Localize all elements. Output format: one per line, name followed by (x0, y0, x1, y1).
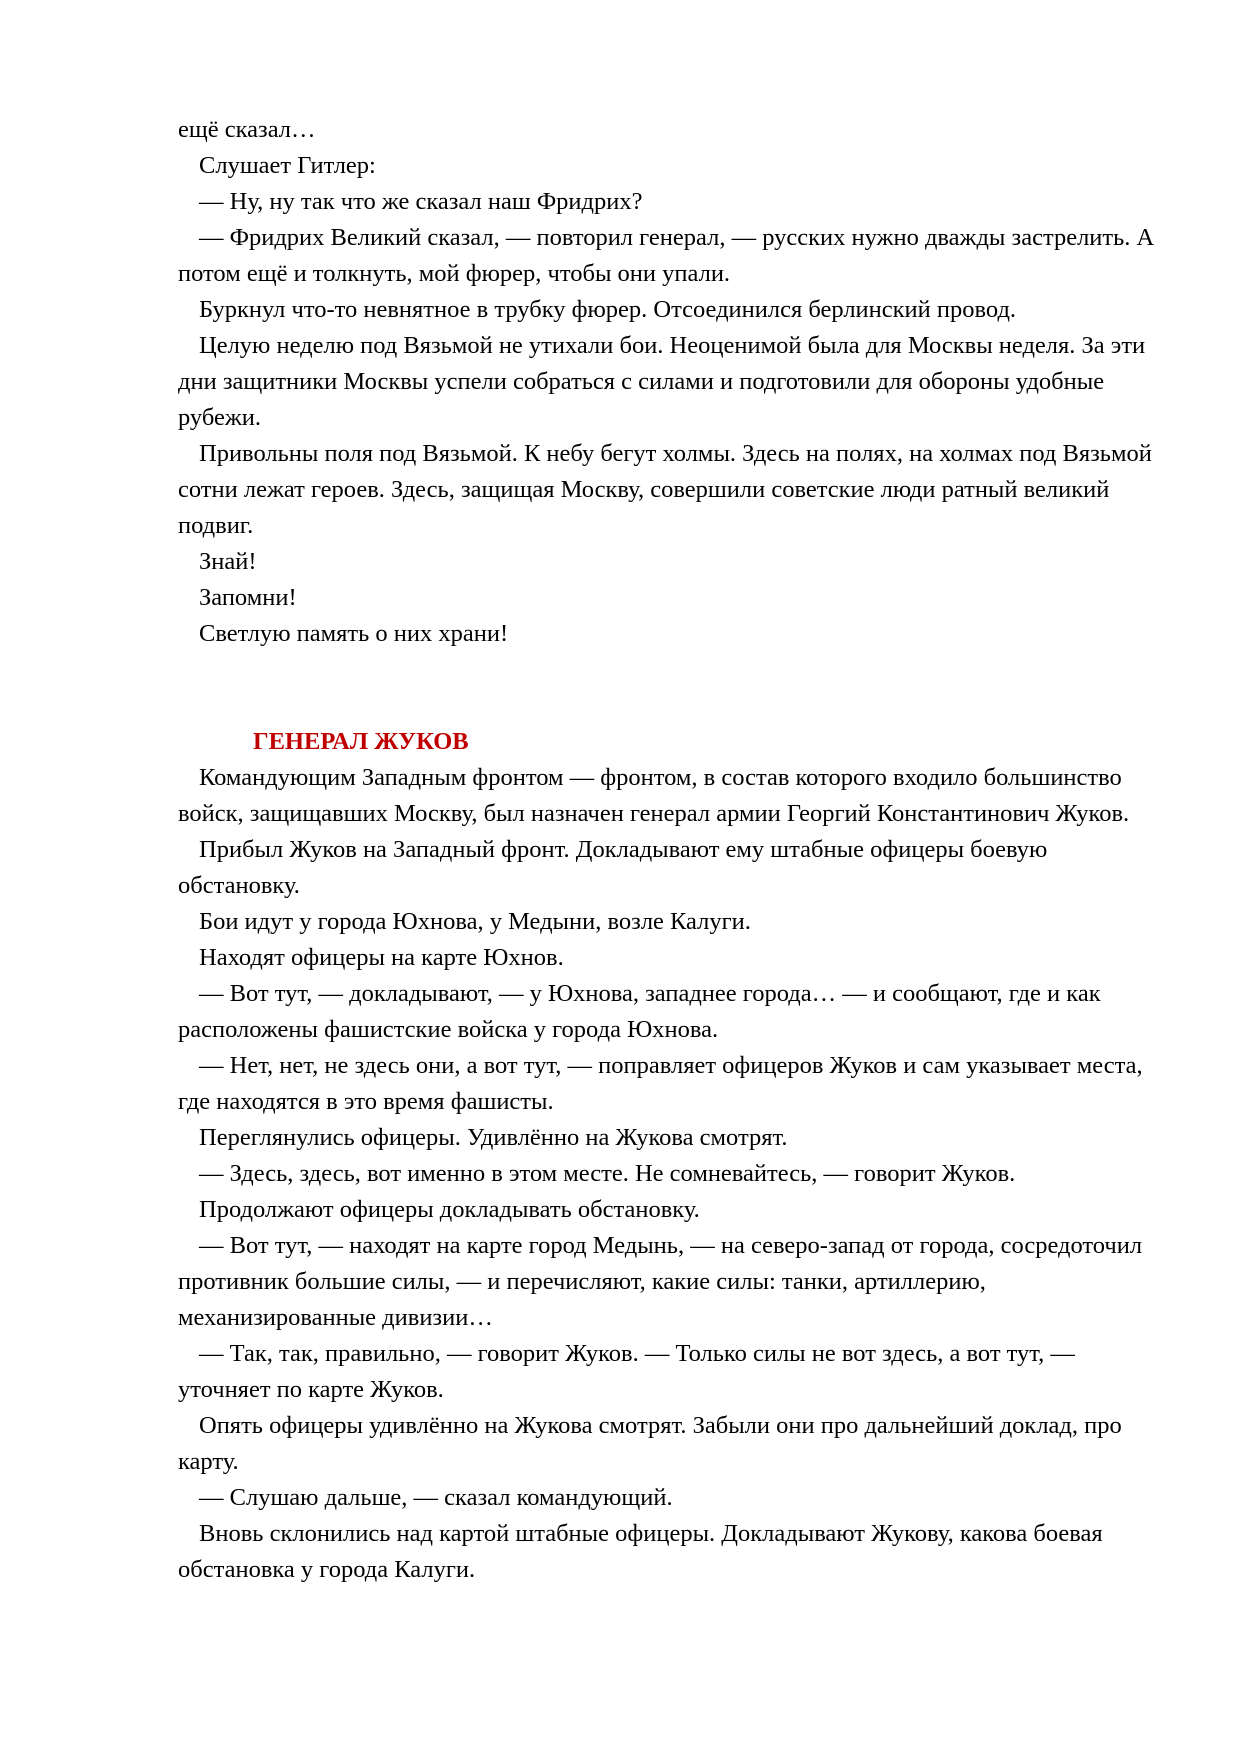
paragraph: — Слушаю дальше, — сказал командующий. (199, 1484, 673, 1511)
paragraph: Командующим Западным фронтом — фронтом, в состав которого входило большинство войск, защищавших Москву, был назначен генерал армии Георгий Константинович Жуков. (178, 764, 1130, 827)
paragraph: Знай! (199, 548, 257, 575)
paragraph: Находят офицеры на карте Юхнов. (199, 944, 564, 971)
paragraph: Опять офицеры удивлённо на Жукова смотрят. Забыли они про дальнейший доклад, про карту. (178, 1412, 1122, 1475)
paragraph: Слушает Гитлер: (199, 152, 376, 179)
paragraph: — Ну, ну так что же сказал наш Фридрих? (199, 188, 643, 215)
paragraph: Прибыл Жуков на Западный фронт. Докладывают ему штабные офицеры боевую обстановку. (178, 836, 1048, 899)
paragraph: — Так, так, правильно, — говорит Жуков. — Только силы не вот здесь, а вот тут, — уточняет по карте Жуков. (178, 1340, 1075, 1403)
paragraph: Светлую память о них храни! (199, 620, 509, 647)
paragraph: — Здесь, здесь, вот именно в этом месте. Не сомневайтесь, — говорит Жуков. (199, 1160, 1016, 1187)
page-content (178, 112, 1158, 1588)
paragraph: — Вот тут, — докладывают, — у Юхнова, западнее города… — и сообщают, где и как расположены фашистские войска у города Юхнова. (178, 980, 1101, 1043)
paragraph: Переглянулись офицеры. Удивлённо на Жукова смотрят. (199, 1124, 788, 1151)
paragraph: Продолжают офицеры докладывать обстановку. (199, 1196, 700, 1223)
paragraph: Бои идут у города Юхнова, у Медыни, возле Калуги. (199, 908, 751, 935)
paragraph: Буркнул что-то невнятное в трубку фюрер. Отсоединился берлинский провод. (199, 296, 1017, 323)
chapter-heading: ГЕНЕРАЛ ЖУКОВ (253, 728, 469, 755)
paragraph: — Вот тут, — находят на карте город Медынь, — на северо-запад от города, сосредоточил противник большие силы, — и перечисляют, какие силы: танки, артиллерию, механизированные дивизии… (178, 1232, 1143, 1331)
paragraph: ещё сказал… (178, 116, 316, 143)
section-spacer (178, 652, 1158, 724)
paragraph: Запомни! (199, 584, 297, 611)
paragraph: Привольны поля под Вязьмой. К небу бегут холмы. Здесь на полях, на холмах под Вязьмой сотни лежат героев. Здесь, защищая Москву, совершили советские люди ратный великий подвиг. (178, 440, 1152, 539)
paragraph: — Нет, нет, не здесь они, а вот тут, — поправляет офицеров Жуков и сам указывает места, где находятся в это время фашисты. (178, 1052, 1143, 1115)
paragraph: — Фридрих Великий сказал, — повторил генерал, — русских нужно дважды застрелить. А потом ещё и толкнуть, мой фюрер, чтобы они упали. (178, 224, 1155, 287)
paragraph: Целую неделю под Вязьмой не утихали бои. Неоценимой была для Москвы неделя. За эти дни защитники Москвы успели собраться с силами и подготовили для обороны удобные рубежи. (178, 332, 1146, 431)
paragraph: Вновь склонились над картой штабные офицеры. Докладывают Жукову, какова боевая обстановка у города Калуги. (178, 1520, 1103, 1583)
